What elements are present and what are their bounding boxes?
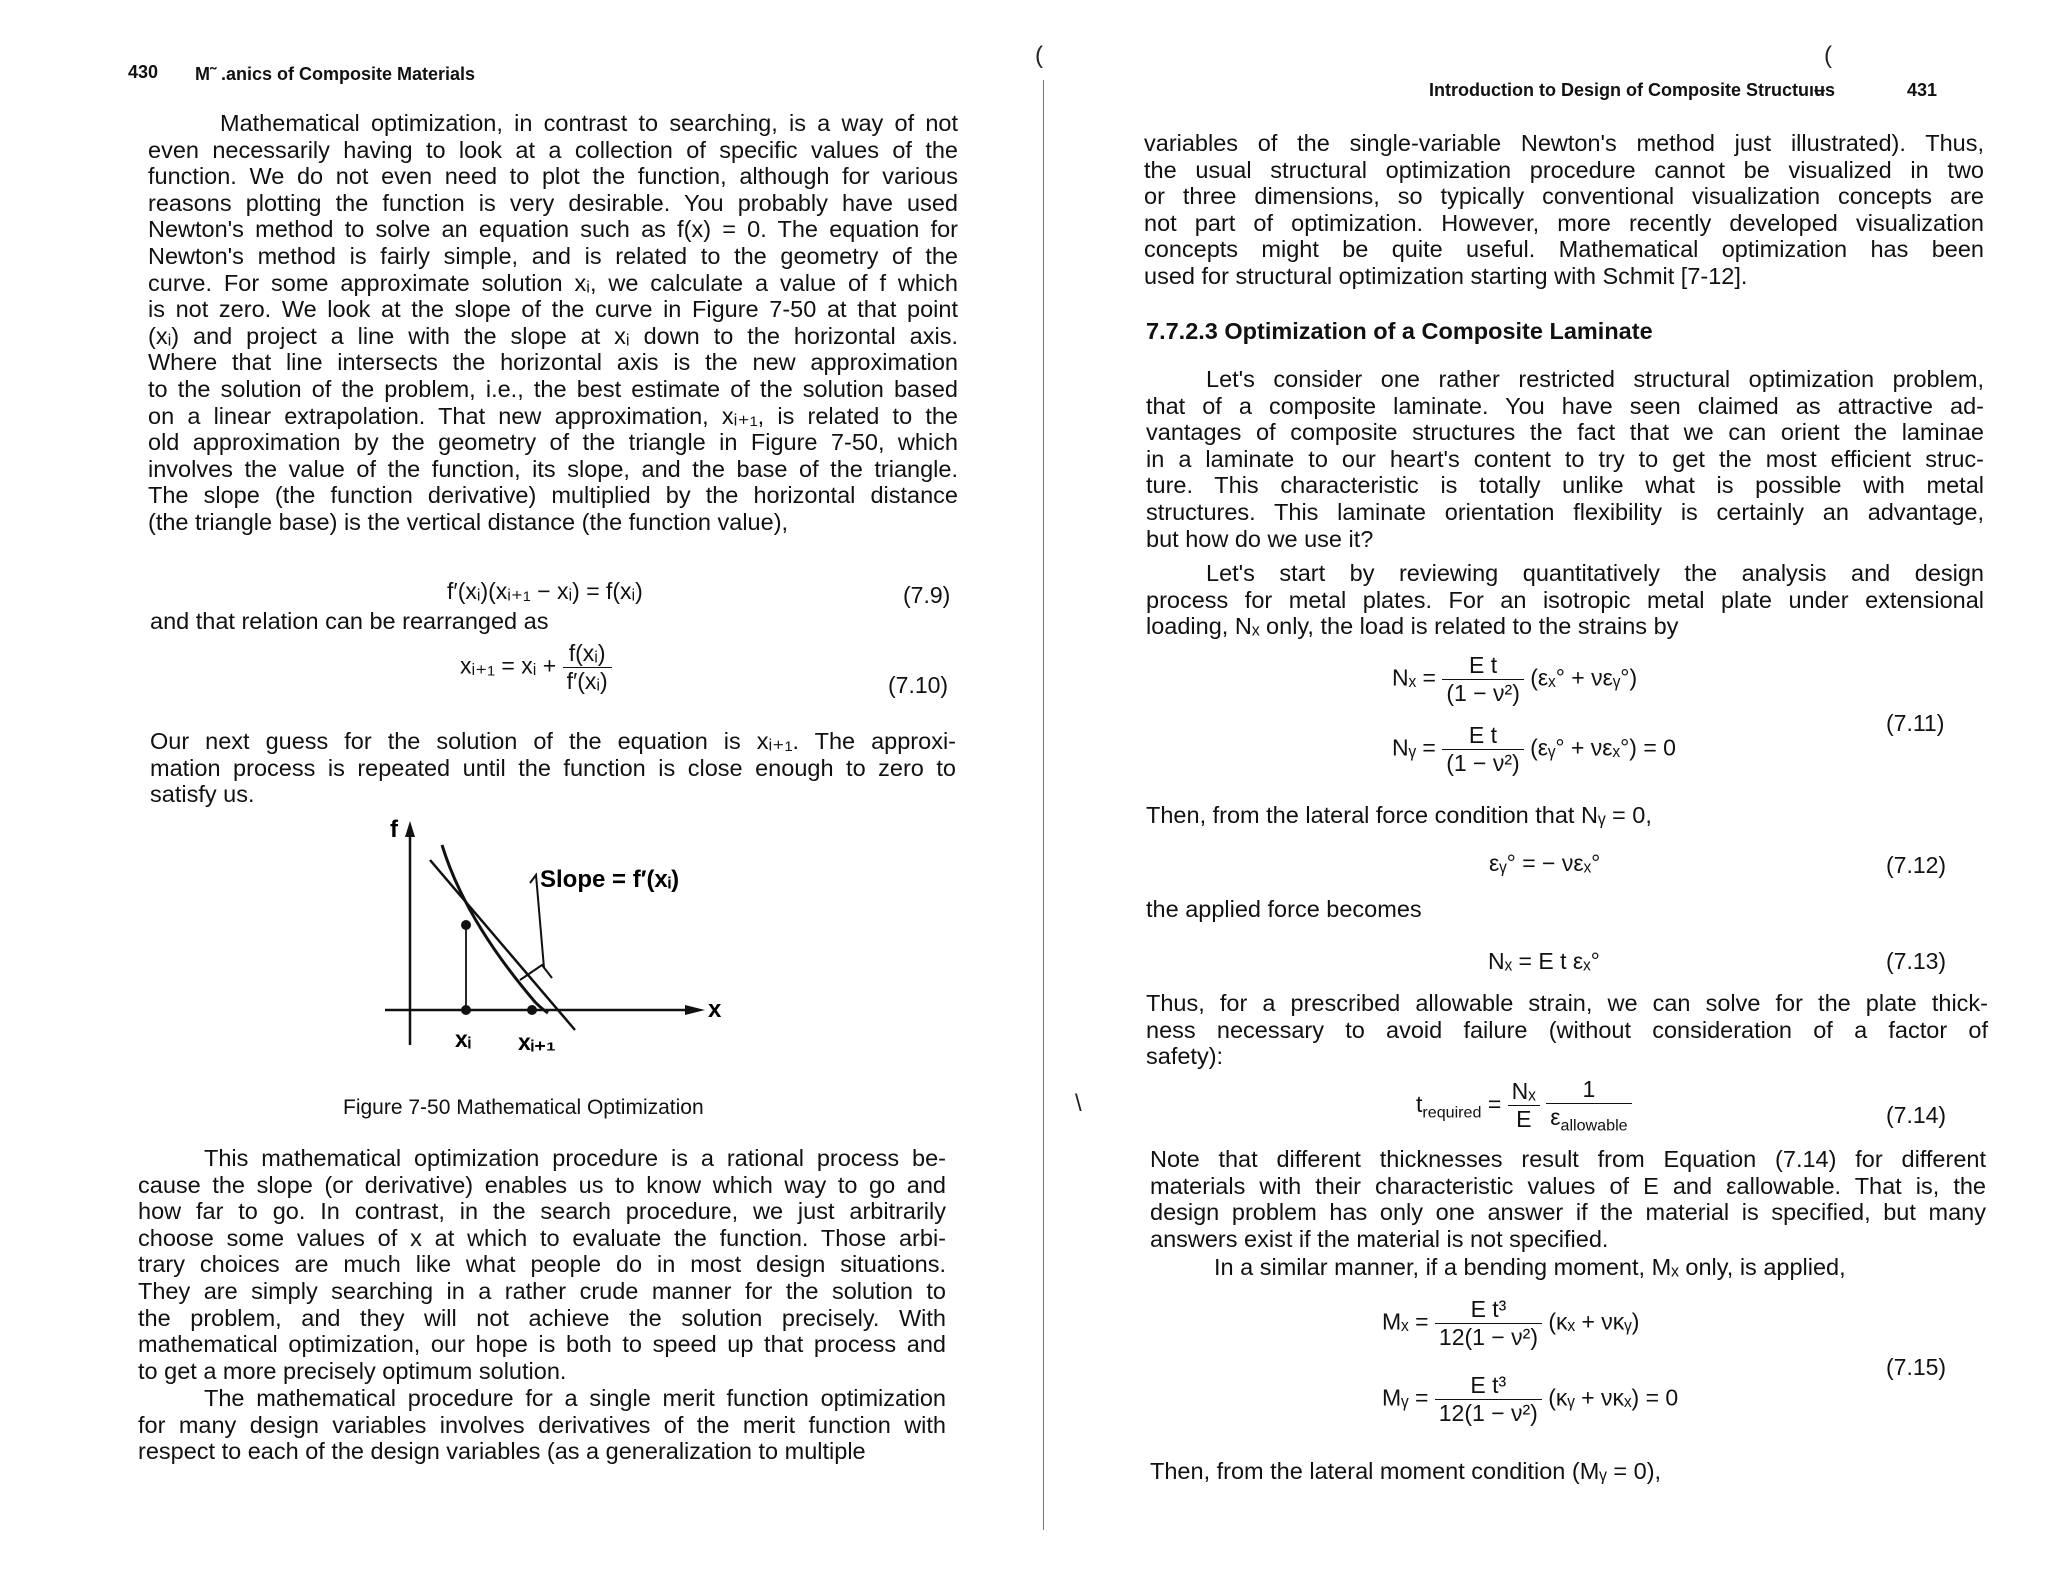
text-line: concepts might be quite useful. Mathematical optimization has been: [1144, 236, 1984, 263]
text-line: choose some values of x at which to evaluate the function. Those arbi-: [138, 1224, 946, 1251]
text-line: not part of optimization. However, more recently developed visualization: [1144, 209, 1984, 236]
text-line: ness necessary to avoid failure (without consideration of a factor of: [1146, 1016, 1988, 1043]
text-line: to get a more precisely optimum solution.: [138, 1357, 567, 1384]
equation-7-11-line2: Nᵧ = $\frac{\text{E t}}{\text{(1 − ν²)}}$ (εᵧ° + νεₓ°) = 0: [1392, 722, 1676, 776]
text-line: Mathematical optimization, in contrast to searching, is a way of not: [220, 110, 958, 136]
text-line: reasons plotting the function is very desirable. You probably have used: [148, 189, 958, 216]
text-line: how far to go. In contrast, in the search procedure, we just arbitrarily: [138, 1198, 946, 1225]
fraction: $\frac{\text{f(xᵢ)}}{\text{f′(xᵢ)}}$: [563, 640, 612, 695]
paragraph: [1144, 130, 1984, 290]
equation-7-15-line2: Mᵧ = $\frac{\text{E t³}}{\text{12(1 − ν²)}}$ (κᵧ + νκₓ) = 0: [1382, 1372, 1679, 1426]
function-curve: [442, 845, 548, 1013]
text-line: Let's start by reviewing quantitatively the analysis and design: [1206, 560, 1984, 586]
text-line: vantages of composite structures the fact that we can orient the laminae: [1146, 419, 1984, 446]
text-line: that of a composite laminate. You have seen claimed as attractive ad-: [1146, 392, 1984, 419]
text-line: and that relation can be rearranged as: [150, 608, 549, 634]
text-line: ture. This characteristic is totally unlike what is possible with metal: [1146, 472, 1984, 499]
page-number: 430: [128, 62, 159, 82]
text-line: in a laminate to our heart's content to try to get the most efficient struc-: [1146, 445, 1984, 472]
equation-7-13: Nₓ = E t εₓ°: [1488, 948, 1600, 974]
text-line: Our next guess for the solution of the equation is xᵢ₊₁. The approxi-: [150, 728, 956, 754]
equation-7-10: [460, 640, 612, 695]
text-line: for many design variables involves derivatives of the merit function with: [138, 1411, 946, 1438]
equation-number: (7.11): [1886, 710, 1945, 736]
figure-7-50: [370, 815, 730, 1085]
text-line: or three dimensions, so typically conventional visualization concepts are: [1144, 183, 1984, 210]
text-line: the usual structural optimization procedure cannot be visualized in two: [1144, 156, 1984, 183]
text-line: (the triangle base) is the vertical distance (the function value),: [148, 508, 789, 535]
right-page: [1024, 0, 2048, 1582]
scan-mark: \: [1075, 1090, 1082, 1117]
point-xi1: [527, 1005, 537, 1015]
text-line: loading, Nₓ only, the load is related to the strains by: [1146, 613, 1679, 640]
equation-number: (7.9): [903, 582, 951, 608]
tick-label-xi: xᵢ: [455, 1026, 472, 1052]
text-line: function. We do not even need to plot the function, although for various: [148, 163, 958, 190]
text-line: The slope (the function derivative) multiplied by the horizontal distance: [148, 482, 958, 509]
text-line: process for metal plates. For an isotropic metal plate under extensional: [1146, 586, 1984, 613]
equation-7-14: $t_{required}$ = $\frac{\text{Nₓ}}{E}$ $\frac{1}{\varepsilon_{allowable}}$: [1416, 1076, 1632, 1136]
text-line: The mathematical procedure for a single merit function optimization: [204, 1385, 946, 1411]
text-line: satisfy us.: [150, 781, 255, 808]
text-line: mathematical optimization, our hope is both to speed up that process and: [138, 1331, 946, 1358]
text-line: materials with their characteristic values of E and εallowable. That is, the: [1150, 1172, 1986, 1199]
text-line: mation process is repeated until the function is close enough to zero to: [150, 754, 956, 781]
point-xi: [461, 1005, 471, 1015]
y-axis-arrow: [405, 821, 415, 837]
text-line: Where that line intersects the horizontal axis is the new approximation: [148, 349, 958, 376]
y-axis-label: f: [390, 816, 398, 843]
text-line: design problem has only one answer if the material is specified, but many: [1150, 1199, 1986, 1226]
text-line: is not zero. We look at the slope of the curve in Figure 7-50 at that point: [148, 296, 958, 323]
equation-number: (7.13): [1886, 948, 1947, 974]
page-number: 431: [1907, 80, 1938, 100]
x-axis-label: x: [708, 996, 722, 1023]
text-line: answers exist if the material is not specified.: [1150, 1225, 1609, 1252]
text-line: even necessarily having to look at a collection of specific values of the: [148, 136, 958, 163]
text-line: Then, from the lateral moment condition (Mᵧ = 0),: [1150, 1458, 1662, 1484]
paragraph: [1150, 1146, 1986, 1252]
equation-7-12: εᵧ° = − νεₓ°: [1489, 850, 1601, 876]
text-line: They are simply searching in a rather crude manner for the solution to: [138, 1277, 946, 1304]
equation-7-11-line1: Nₓ = $\frac{\text{E t}}{\text{(1 − ν²)}}$ (εₓ° + νεᵧ°): [1392, 652, 1638, 706]
paragraph: [1146, 990, 1988, 1070]
text-line: Thus, for a prescribed allowable strain, we can solve for the plate thick-: [1146, 990, 1988, 1016]
paragraph: [1146, 560, 1984, 640]
text-line: safety):: [1146, 1043, 1224, 1070]
text-line: Let's consider one rather restricted structural optimization problem,: [1206, 366, 1984, 392]
text-line: old approximation by the geometry of the triangle in Figure 7-50, which: [148, 429, 958, 456]
text-line: In a similar manner, if a bending moment, Mₓ only, is applied,: [1214, 1254, 1846, 1280]
paragraph: [138, 1145, 946, 1384]
equation-number: (7.12): [1886, 852, 1947, 878]
scan-mark: (: [1035, 42, 1043, 69]
text-line: Then, from the lateral force condition that Nᵧ = 0,: [1146, 802, 1652, 828]
text-line: curve. For some approximate solution xᵢ, we calculate a value of f which: [148, 269, 958, 296]
running-header: Introduction to Design of Composite Structuıʉs: [1429, 80, 1835, 100]
text-line: respect to each of the design variables (as a generalization to multiple: [138, 1438, 866, 1465]
figure-caption: Figure 7-50 Mathematical Optimization: [343, 1096, 704, 1119]
paragraph: [150, 728, 956, 808]
text-line: Newton's method is fairly simple, and is related to the geometry of the: [148, 242, 958, 269]
text-line: used for structural optimization starting with Schmit [7-12].: [1144, 262, 1748, 289]
equation-number: (7.14): [1886, 1102, 1947, 1128]
slope-label: Slope = f′(xᵢ): [540, 866, 680, 893]
point-on-curve: [461, 920, 471, 930]
equation-7-15-line1: Mₓ = $\frac{\text{E t³}}{\text{12(1 − ν²)}}$ (κₓ + νκᵧ): [1382, 1296, 1640, 1350]
section-heading: 7.7.2.3 Optimization of a Composite Laminate: [1146, 318, 1653, 344]
text-line: the applied force becomes: [1146, 896, 1422, 922]
running-header: M˜ .anics of Composite Materials: [195, 64, 476, 84]
scan-mark: (: [1824, 42, 1832, 69]
text-line: variables of the single-variable Newton's method just illustrated). Thus,: [1144, 130, 1984, 156]
x-axis-arrow: [685, 1005, 705, 1015]
paragraph: [148, 110, 958, 536]
paragraph: [138, 1385, 946, 1465]
text-line: cause the slope (or derivative) enables us to know which way to go and: [138, 1171, 946, 1198]
text-line: to the solution of the problem, i.e., the best estimate of the solution based: [148, 375, 958, 402]
tick-label-xi1: xᵢ₊₁: [518, 1029, 556, 1055]
text-line: This mathematical optimization procedure is a rational process be-: [204, 1145, 946, 1171]
paragraph: [1146, 366, 1984, 552]
text-line: trary choices are much like what people do in most design situations.: [138, 1251, 946, 1278]
text-line: on a linear extrapolation. That new approximation, xᵢ₊₁, is related to the: [148, 402, 958, 429]
equation-number: (7.10): [888, 672, 949, 698]
text-line: Note that different thicknesses result from Equation (7.14) for different: [1150, 1146, 1986, 1172]
text-line: involves the value of the function, its slope, and the base of the triangle.: [148, 455, 958, 482]
equation-lhs: xᵢ₊₁ = xᵢ +: [460, 652, 557, 679]
equation-number: (7.15): [1886, 1354, 1947, 1380]
text-line: structures. This laminate orientation flexibility is certainly an advantage,: [1146, 498, 1984, 525]
text-line: but how do we use it?: [1146, 525, 1374, 552]
text-line: Newton's method to solve an equation such as f(x) = 0. The equation for: [148, 216, 958, 243]
text-line: the problem, and they will not achieve the solution precisely. With: [138, 1304, 946, 1331]
text-line: (xᵢ) and project a line with the slope at xᵢ down to the horizontal axis.: [148, 322, 958, 349]
equation-7-9: f′(xᵢ)(xᵢ₊₁ − xᵢ) = f(xᵢ): [447, 578, 643, 604]
